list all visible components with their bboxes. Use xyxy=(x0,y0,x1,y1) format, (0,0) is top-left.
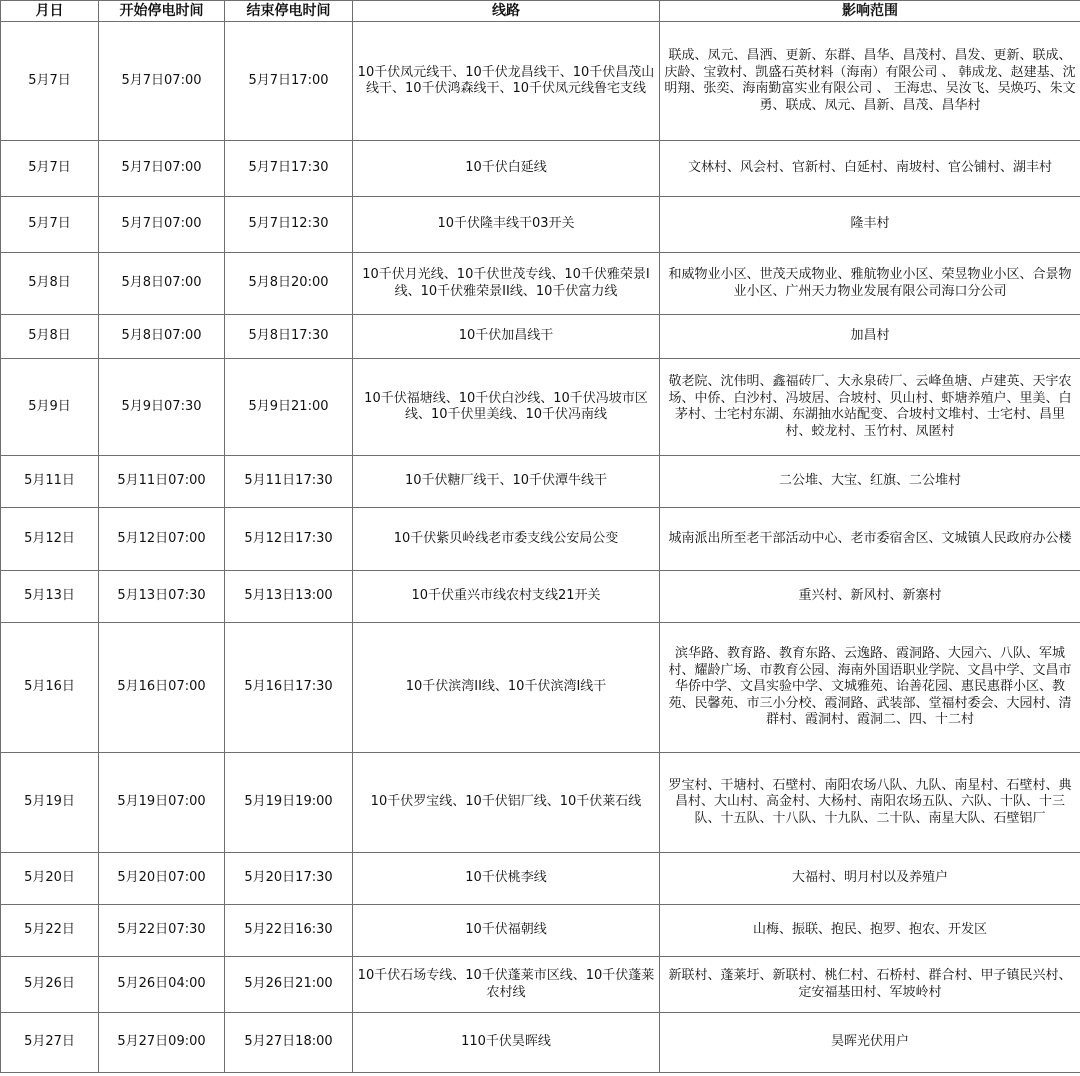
cell-scope: 联成、凤元、昌洒、更新、东群、昌华、昌茂村、昌发、更新、联成、庆龄、宝敦村、凯盛石英材料（海南）有限公司 、 韩成龙、赵建基、沈明翔、张奕、海南勤富实业有限公司 、 王海忠、吴汝飞、吴焕巧、朱文勇、联成、凤元、昌新、昌茂、昌华村 xyxy=(660,22,1080,141)
cell-end-time: 5月26日21:00 xyxy=(225,957,353,1013)
cell-date: 5月12日 xyxy=(1,508,99,571)
table-row xyxy=(1,197,1080,253)
cell-date: 5月9日 xyxy=(1,359,99,456)
cell-date: 5月26日 xyxy=(1,957,99,1013)
table-row xyxy=(1,141,1080,197)
cell-line: 10千伏糖厂线干、10千伏潭牛线干 xyxy=(353,456,660,508)
cell-scope: 和威物业小区、世茂天成物业、雅航物业小区、荣昱物业小区、合景物业小区、广州天力物业发展有限公司海口分公司 xyxy=(660,253,1080,315)
table-row xyxy=(1,315,1080,359)
cell-date: 5月20日 xyxy=(1,853,99,905)
cell-end-time: 5月7日17:30 xyxy=(225,141,353,197)
cell-date: 5月27日 xyxy=(1,1013,99,1073)
header-scope: 影响范围 xyxy=(660,1,1080,22)
cell-scope: 罗宝村、干塘村、石壁村、南阳农场八队、九队、南星村、石壁村、典昌村、大山村、高金村、大杨村、南阳农场五队、六队、十队、十三队、十五队、十八队、十九队、二十队、南星大队、石壁铝厂 xyxy=(660,753,1080,853)
cell-date: 5月19日 xyxy=(1,753,99,853)
cell-date: 5月7日 xyxy=(1,197,99,253)
cell-line: 10千伏福朝线 xyxy=(353,905,660,957)
cell-end-time: 5月8日20:00 xyxy=(225,253,353,315)
cell-start-time: 5月8日07:00 xyxy=(99,315,225,359)
cell-end-time: 5月13日13:00 xyxy=(225,571,353,623)
cell-end-time: 5月7日12:30 xyxy=(225,197,353,253)
cell-date: 5月13日 xyxy=(1,571,99,623)
cell-scope: 滨华路、教育路、教育东路、云逸路、霞洞路、大园六、八队、军城村、耀龄广场、市教育公园、海南外国语职业学院、文昌中学、文昌市华侨中学、文昌实验中学、文城雅苑、诒善花园、惠民惠群小区、教苑、民馨苑、市三小分校、霞洞路、武装部、堂福村委会、大园村、清群村、霞洞村、霞洞二、四、十二村 xyxy=(660,623,1080,753)
table-row xyxy=(1,1013,1080,1073)
cell-start-time: 5月20日07:00 xyxy=(99,853,225,905)
table-row xyxy=(1,905,1080,957)
table-row xyxy=(1,253,1080,315)
cell-line: 10千伏罗宝线、10千伏铝厂线、10千伏莱石线 xyxy=(353,753,660,853)
table-row xyxy=(1,22,1080,141)
table-row xyxy=(1,508,1080,571)
cell-start-time: 5月7日07:00 xyxy=(99,22,225,141)
cell-start-time: 5月11日07:00 xyxy=(99,456,225,508)
cell-line: 10千伏月光线、10千伏世茂专线、10千伏雅荣景I线、10千伏雅荣景II线、10千伏富力线 xyxy=(353,253,660,315)
header-end-time: 结束停电时间 xyxy=(225,1,353,22)
cell-end-time: 5月19日19:00 xyxy=(225,753,353,853)
cell-date: 5月16日 xyxy=(1,623,99,753)
cell-date: 5月7日 xyxy=(1,141,99,197)
header-row xyxy=(1,1,1080,22)
cell-start-time: 5月7日07:00 xyxy=(99,197,225,253)
table-row xyxy=(1,623,1080,753)
header-start-time: 开始停电时间 xyxy=(99,1,225,22)
cell-start-time: 5月26日04:00 xyxy=(99,957,225,1013)
cell-start-time: 5月19日07:00 xyxy=(99,753,225,853)
cell-line: 10千伏滨湾II线、10千伏滨湾I线干 xyxy=(353,623,660,753)
cell-scope: 大福村、明月村以及养殖户 xyxy=(660,853,1080,905)
cell-scope: 山梅、振联、抱民、抱罗、抱农、开发区 xyxy=(660,905,1080,957)
cell-line: 10千伏加昌线干 xyxy=(353,315,660,359)
table-row xyxy=(1,359,1080,456)
header-date: 月日 xyxy=(1,1,99,22)
cell-start-time: 5月27日09:00 xyxy=(99,1013,225,1073)
cell-start-time: 5月13日07:30 xyxy=(99,571,225,623)
table-row xyxy=(1,853,1080,905)
cell-scope: 新联村、蓬莱圩、新联村、桃仁村、石桥村、群合村、甲子镇民兴村、定安福基田村、军坡岭村 xyxy=(660,957,1080,1013)
cell-start-time: 5月22日07:30 xyxy=(99,905,225,957)
cell-date: 5月11日 xyxy=(1,456,99,508)
cell-start-time: 5月16日07:00 xyxy=(99,623,225,753)
cell-line: 10千伏白延线 xyxy=(353,141,660,197)
cell-date: 5月8日 xyxy=(1,315,99,359)
cell-end-time: 5月27日18:00 xyxy=(225,1013,353,1073)
cell-date: 5月22日 xyxy=(1,905,99,957)
cell-start-time: 5月12日07:00 xyxy=(99,508,225,571)
cell-line: 10千伏紫贝岭线老市委支线公安局公变 xyxy=(353,508,660,571)
cell-line: 10千伏隆丰线干03开关 xyxy=(353,197,660,253)
cell-line: 10千伏凤元线干、10千伏龙昌线干、10千伏昌茂山线干、10千伏鸿森线干、10千伏凤元线鲁宅支线 xyxy=(353,22,660,141)
cell-line: 110千伏昊晖线 xyxy=(353,1013,660,1073)
cell-end-time: 5月20日17:30 xyxy=(225,853,353,905)
cell-end-time: 5月8日17:30 xyxy=(225,315,353,359)
cell-end-time: 5月22日16:30 xyxy=(225,905,353,957)
cell-line: 10千伏福塘线、10千伏白沙线、10千伏冯坡市区线、10千伏里美线、10千伏冯南线 xyxy=(353,359,660,456)
cell-end-time: 5月7日17:00 xyxy=(225,22,353,141)
table-row xyxy=(1,456,1080,508)
cell-end-time: 5月11日17:30 xyxy=(225,456,353,508)
cell-end-time: 5月9日21:00 xyxy=(225,359,353,456)
cell-start-time: 5月9日07:30 xyxy=(99,359,225,456)
cell-start-time: 5月8日07:00 xyxy=(99,253,225,315)
cell-line: 10千伏桃李线 xyxy=(353,853,660,905)
cell-scope: 文林村、风会村、官新村、白延村、南坡村、官公铺村、湖丰村 xyxy=(660,141,1080,197)
cell-date: 5月7日 xyxy=(1,22,99,141)
cell-scope: 二公堆、大宝、红旗、二公堆村 xyxy=(660,456,1080,508)
table-row xyxy=(1,957,1080,1013)
cell-scope: 隆丰村 xyxy=(660,197,1080,253)
cell-scope: 昊晖光伏用户 xyxy=(660,1013,1080,1073)
table-row xyxy=(1,753,1080,853)
cell-end-time: 5月16日17:30 xyxy=(225,623,353,753)
cell-scope: 敬老院、沈伟明、鑫福砖厂、大永泉砖厂、云峰鱼塘、卢建英、天宇农场、中侨、白沙村、冯坡居、合坡村、贝山村、虾塘养殖户、里美、白茅村、士宅村东湖、东湖抽水站配变、合坡村文堆村、士宅村、昌里村、蛟龙村、玉竹村、凤匿村 xyxy=(660,359,1080,456)
header-line: 线路 xyxy=(353,1,660,22)
cell-scope: 加昌村 xyxy=(660,315,1080,359)
cell-end-time: 5月12日17:30 xyxy=(225,508,353,571)
cell-line: 10千伏重兴市线农村支线21开关 xyxy=(353,571,660,623)
cell-scope: 重兴村、新风村、新寨村 xyxy=(660,571,1080,623)
table-row xyxy=(1,571,1080,623)
cell-line: 10千伏石场专线、10千伏蓬莱市区线、10千伏蓬莱农村线 xyxy=(353,957,660,1013)
cell-scope: 城南派出所至老干部活动中心、老市委宿舍区、文城镇人民政府办公楼 xyxy=(660,508,1080,571)
cell-start-time: 5月7日07:00 xyxy=(99,141,225,197)
cell-date: 5月8日 xyxy=(1,253,99,315)
